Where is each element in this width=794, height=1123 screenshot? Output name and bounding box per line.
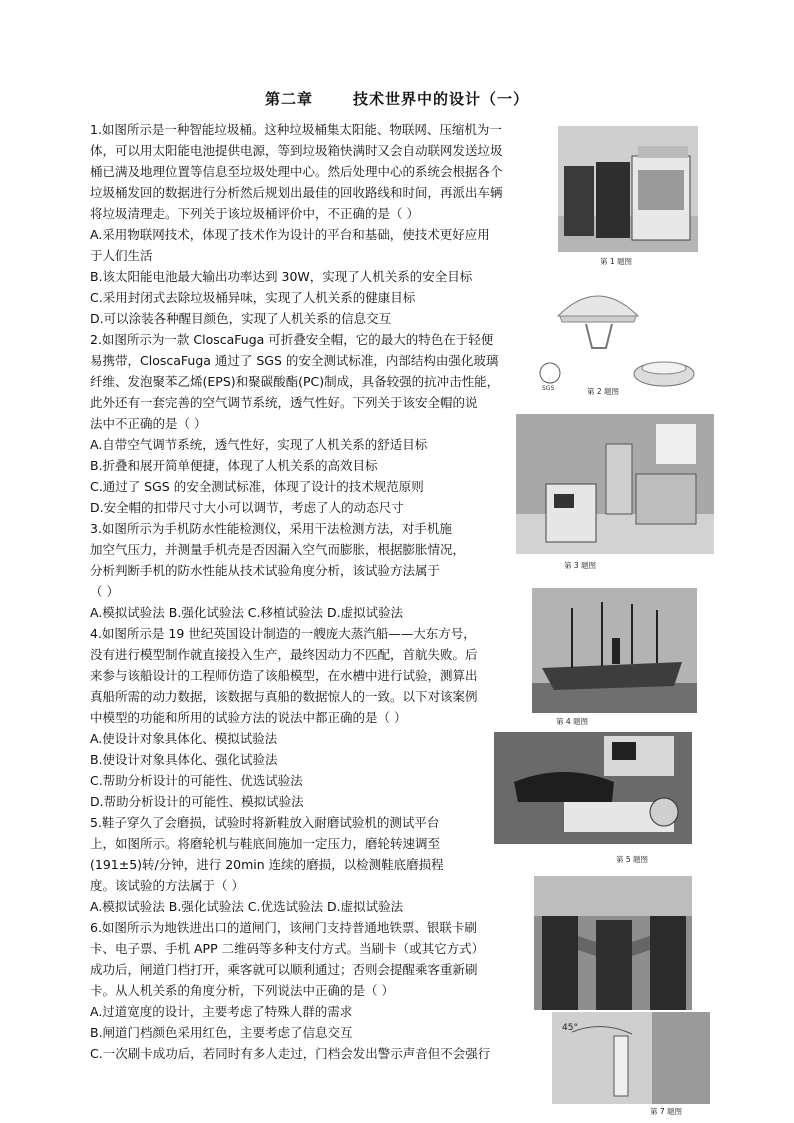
text-line: 纤维、发泡聚苯乙烯(EPS)和聚碳酸酯(PC)制成，具备较强的抗冲击性能， <box>90 374 500 389</box>
text-line: 3.如图所示为手机防水性能检测仪，采用干法检测方法，对手机施 <box>90 521 452 536</box>
sgs-badge: SGS <box>542 385 555 392</box>
text-line: A.模拟试验法 B.强化试验法 C.优选试验法 D.虚拟试验法 <box>90 899 404 914</box>
text-line: 成功后，闸道门档打开，乘客就可以顺利通过；否则会提醒乘客重新刷 <box>90 962 478 977</box>
subway-gate-photo <box>534 876 692 1010</box>
text-line: 法中不正确的是（ ） <box>90 416 207 431</box>
abrasion-tester-photo <box>494 732 692 844</box>
text-line: 将垃圾清理走。下列关于该垃圾桶评价中，不正确的是（ ） <box>90 206 419 221</box>
figure-caption: 第 7 题图 <box>650 1107 683 1116</box>
text-line: 体，可以用太阳能电池提供电源，等到垃圾箱快满时又会自动联网发送垃圾 <box>90 143 503 158</box>
text-line: 上，如图所示。将磨轮机与鞋底间施加一定压力，磨轮转速调至 <box>90 836 441 851</box>
steamship-painting <box>532 588 697 713</box>
text-line: 中模型的功能和所用的试验方法的说法中都正确的是（ ） <box>90 710 407 725</box>
figure-caption: 第 4 题图 <box>556 717 589 726</box>
text-line: D.安全帽的扣带尺寸大小可以调节，考虑了人的动态尺寸 <box>90 500 404 515</box>
text-line: B.该太阳能电池最大输出功率达到 30W，实现了人机关系的安全目标 <box>90 269 473 284</box>
smart-trash-bin-photo <box>558 126 698 252</box>
text-line: A.模拟试验法 B.强化试验法 C.移植试验法 D.虚拟试验法 <box>90 605 404 620</box>
text-line: C.采用封闭式去除垃圾桶异味，实现了人机关系的健康目标 <box>90 290 416 305</box>
figure-caption: 第 1 题图 <box>600 257 633 266</box>
text-line: A.过道宽度的设计，主要考虑了特殊人群的需求 <box>90 1004 353 1019</box>
text-line: C.通过了 SGS 的安全测试标准，体现了设计的技术规范原则 <box>90 479 424 494</box>
figure-caption: 第 2 题图 <box>587 387 620 396</box>
text-line: C.帮助分析设计的可能性、优选试验法 <box>90 773 303 788</box>
figure-caption: 第 3 题图 <box>564 561 597 570</box>
text-line: 2.如图所示为一款 CloscaFuga 可折叠安全帽，它的最大的特色在于轻便 <box>90 332 494 347</box>
text-line: 6.如图所示为地铁进出口的道闸门，该闸门支持普通地铁票、银联卡刷 <box>90 920 477 935</box>
hinge-angle-photo <box>552 1012 710 1104</box>
text-line: D.可以涂装各种醒目颜色，实现了人机关系的信息交互 <box>90 311 392 326</box>
text-line: A.自带空气调节系统，透气性好，实现了人机关系的舒适目标 <box>90 437 428 452</box>
text-line: 没有进行模型制作就直接投入生产，最终因动力不匹配，首航失败。后 <box>90 647 478 662</box>
figure-caption: 第 5 题图 <box>616 855 649 864</box>
question-text <box>90 119 503 1064</box>
angle-label: 45° <box>562 1023 578 1033</box>
text-line: 加空气压力，并测量手机壳是否因漏入空气而膨胀，根据膨胀情况， <box>90 542 466 557</box>
text-line: 卡。从人机关系的角度分析，下列说法中正确的是（ ） <box>90 983 394 998</box>
page-title <box>0 88 794 109</box>
text-line: 此外还有一套完善的空气调节系统，透气性好。下列关于该安全帽的说 <box>90 395 478 410</box>
text-line: 易携带，CloscaFuga 通过了 SGS 的安全测试标准，内部结构由强化玻璃 <box>90 353 499 368</box>
text-line: 度。该试验的方法属于（ ） <box>90 878 244 893</box>
text-line: 分析判断手机的防水性能从技术试验角度分析，该试验方法属于 <box>90 563 441 578</box>
text-line: A.采用物联网技术，体现了技术作为设计的平台和基础，使技术更好应用 <box>90 227 490 242</box>
text-line: C.一次刷卡成功后，若同时有多人走过，门档会发出警示声音但不会强行 <box>90 1046 491 1061</box>
text-line: （ ） <box>90 584 119 599</box>
text-line: 真船所需的动力数据，该数据与真船的数据惊人的一致。以下对该案例 <box>90 689 478 704</box>
text-line: (191±5)转/分钟，进行 20min 连续的磨损，以检测鞋底磨损程 <box>90 857 444 872</box>
text-line: B.闸道门档颜色采用红色，主要考虑了信息交互 <box>90 1025 353 1040</box>
text-line: 于人们生活 <box>90 248 153 263</box>
text-line: A.使设计对象具体化、模拟试验法 <box>90 731 278 746</box>
text-line: 5.鞋子穿久了会磨损，试验时将新鞋放入耐磨试验机的测试平台 <box>90 815 440 830</box>
foldable-helmet-photo <box>530 278 700 398</box>
text-line: 来参与该船设计的工程师仿造了该船模型，在水槽中进行试验，测算出 <box>90 668 478 683</box>
text-line: B.折叠和展开简单便捷，体现了人机关系的高效目标 <box>90 458 378 473</box>
waterproof-tester-photo <box>516 414 714 554</box>
text-line: D.帮助分析设计的可能性、模拟试验法 <box>90 794 304 809</box>
text-line: 1.如图所示是一种智能垃圾桶。这种垃圾桶集太阳能、物联网、压缩机为一 <box>90 122 502 137</box>
text-line: 卡、电子票、手机 APP 二维码等多种支付方式。当刷卡（或其它方式） <box>90 941 485 956</box>
chapter-title: 技术世界中的设计（一） <box>353 90 530 108</box>
text-line: 垃圾桶发回的数据进行分析然后规划出最佳的回收路线和时间，再派出车辆 <box>90 185 503 200</box>
text-line: 4.如图所示是 19 世纪英国设计制造的一艘庞大蒸汽船——大东方号， <box>90 626 476 641</box>
chapter-label: 第二章 <box>264 90 313 108</box>
text-line: 桶已满及地理位置等信息至垃圾处理中心。然后处理中心的系统会根据各个 <box>90 164 503 179</box>
text-line: B.使设计对象具体化、强化试验法 <box>90 752 278 767</box>
